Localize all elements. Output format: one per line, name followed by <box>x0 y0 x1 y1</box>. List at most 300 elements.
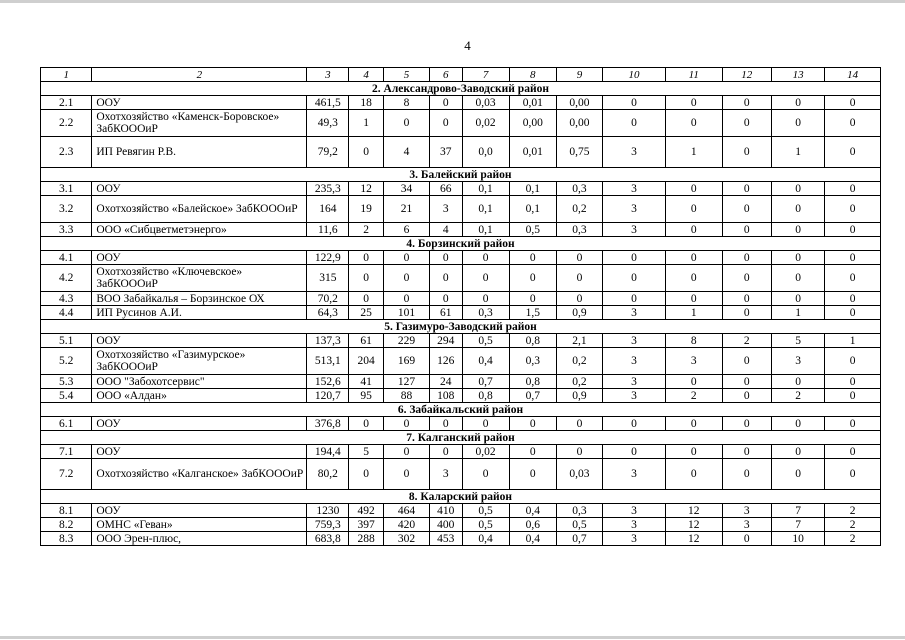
table-cell: 66 <box>430 182 463 196</box>
table-cell: 464 <box>383 504 429 518</box>
table-cell: 127 <box>383 375 429 389</box>
table-cell: 3 <box>665 348 722 375</box>
table-cell: 0,00 <box>556 110 602 137</box>
table-cell: 204 <box>349 348 384 375</box>
row-number: 5.1 <box>41 334 92 348</box>
table-cell: 0 <box>771 223 824 237</box>
table-cell: 0 <box>771 417 824 431</box>
row-number: 7.1 <box>41 445 92 459</box>
table-cell: 0 <box>430 251 463 265</box>
table-cell: 2 <box>665 389 722 403</box>
organization-name: ИП Русинов А.И. <box>92 306 307 320</box>
table-cell: 397 <box>349 518 384 532</box>
row-number: 4.3 <box>41 292 92 306</box>
table-cell: 0 <box>509 445 556 459</box>
section-header-row <box>41 431 881 445</box>
table-cell: 400 <box>430 518 463 532</box>
row-number: 4.4 <box>41 306 92 320</box>
table-cell: 0 <box>722 417 771 431</box>
table-cell: 0,02 <box>462 445 509 459</box>
column-header: 3 <box>307 68 349 82</box>
table-cell: 0 <box>722 196 771 223</box>
table-cell: 152,6 <box>307 375 349 389</box>
table-row <box>41 306 881 320</box>
table-cell: 0,2 <box>556 375 602 389</box>
table-cell: 0 <box>665 110 722 137</box>
table-cell: 0 <box>825 196 881 223</box>
table-cell: 0 <box>603 265 666 292</box>
table-cell: 0 <box>722 306 771 320</box>
column-header: 4 <box>349 68 384 82</box>
table-cell: 0,1 <box>462 182 509 196</box>
table-cell: 0,3 <box>556 504 602 518</box>
table-cell: 0 <box>665 445 722 459</box>
table-cell: 2 <box>722 334 771 348</box>
table-cell: 6 <box>383 223 429 237</box>
table-cell: 3 <box>603 223 666 237</box>
table-row <box>41 96 881 110</box>
page-number: 4 <box>464 38 471 53</box>
table-cell: 0 <box>462 459 509 490</box>
table-cell: 3 <box>722 518 771 532</box>
table-cell: 0 <box>825 96 881 110</box>
table-cell: 0,8 <box>509 334 556 348</box>
column-header: 1 <box>41 68 92 82</box>
section-header-row <box>41 168 881 182</box>
table-cell: 194,4 <box>307 445 349 459</box>
table-cell: 0 <box>430 110 463 137</box>
table-cell: 18 <box>349 96 384 110</box>
table-cell: 61 <box>430 306 463 320</box>
table-cell: 0,5 <box>462 334 509 348</box>
table-cell: 0 <box>509 417 556 431</box>
table-cell: 3 <box>603 389 666 403</box>
organization-name: ООО «Алдан» <box>92 389 307 403</box>
table-cell: 2,1 <box>556 334 602 348</box>
table-cell: 0 <box>556 417 602 431</box>
table-cell: 0 <box>722 389 771 403</box>
table-cell: 376,8 <box>307 417 349 431</box>
table-cell: 25 <box>349 306 384 320</box>
table-cell: 0 <box>349 292 384 306</box>
table-cell: 0 <box>722 348 771 375</box>
table-cell: 24 <box>430 375 463 389</box>
table-cell: 0,00 <box>509 110 556 137</box>
table-cell: 101 <box>383 306 429 320</box>
table-cell: 0 <box>825 389 881 403</box>
column-header: 2 <box>92 68 307 82</box>
table-cell: 0 <box>430 417 463 431</box>
table-cell: 37 <box>430 137 463 168</box>
organization-name: ООУ <box>92 334 307 348</box>
organization-name: ООО Эрен-плюс, <box>92 532 307 546</box>
table-cell: 0,9 <box>556 306 602 320</box>
row-number: 3.1 <box>41 182 92 196</box>
table-cell: 3 <box>603 306 666 320</box>
table-cell: 2 <box>771 389 824 403</box>
district-title: 8. Каларский район <box>41 490 881 504</box>
table-cell: 315 <box>307 265 349 292</box>
table-cell: 3 <box>603 518 666 532</box>
table-row <box>41 348 881 375</box>
table-cell: 0,7 <box>509 389 556 403</box>
table-cell: 0,03 <box>462 96 509 110</box>
organization-name: ООУ <box>92 504 307 518</box>
organization-name: ООУ <box>92 96 307 110</box>
table-cell: 0 <box>430 265 463 292</box>
table-cell: 0 <box>825 459 881 490</box>
table-cell: 7 <box>771 504 824 518</box>
table-cell: 0,5 <box>556 518 602 532</box>
table-cell: 0,2 <box>556 348 602 375</box>
table-cell: 12 <box>665 504 722 518</box>
table-cell: 0 <box>771 182 824 196</box>
table-cell: 0,01 <box>509 137 556 168</box>
column-header: 6 <box>430 68 463 82</box>
table-cell: 0 <box>771 251 824 265</box>
table-cell: 0 <box>665 375 722 389</box>
column-header: 9 <box>556 68 602 82</box>
table-cell: 0 <box>771 445 824 459</box>
table-cell: 0 <box>665 417 722 431</box>
table-cell: 0 <box>825 292 881 306</box>
table-cell: 3 <box>603 532 666 546</box>
table-cell: 7 <box>771 518 824 532</box>
column-header: 5 <box>383 68 429 82</box>
section-header-row <box>41 82 881 96</box>
table-cell: 0 <box>722 292 771 306</box>
table-row <box>41 265 881 292</box>
table-cell: 0 <box>665 292 722 306</box>
table-row <box>41 532 881 546</box>
district-title: 2. Александрово-Заводский район <box>41 82 881 96</box>
table-cell: 0 <box>825 417 881 431</box>
table-cell: 0 <box>722 251 771 265</box>
table-cell: 0 <box>722 265 771 292</box>
table-cell: 0 <box>665 459 722 490</box>
table-cell: 164 <box>307 196 349 223</box>
table-cell: 0 <box>722 459 771 490</box>
table-cell: 126 <box>430 348 463 375</box>
table-cell: 0 <box>603 292 666 306</box>
row-number: 6.1 <box>41 417 92 431</box>
table-cell: 3 <box>603 348 666 375</box>
table-cell: 19 <box>349 196 384 223</box>
column-header: 12 <box>722 68 771 82</box>
table-cell: 2 <box>825 532 881 546</box>
table-cell: 0 <box>665 223 722 237</box>
table-cell: 1 <box>825 334 881 348</box>
table-cell: 420 <box>383 518 429 532</box>
column-header-row <box>41 68 881 82</box>
table-cell: 1230 <box>307 504 349 518</box>
organization-name: ООО «Сибцветметэнерго» <box>92 223 307 237</box>
table-cell: 108 <box>430 389 463 403</box>
table-cell: 3 <box>603 137 666 168</box>
table-row <box>41 334 881 348</box>
row-number: 3.2 <box>41 196 92 223</box>
column-header: 7 <box>462 68 509 82</box>
table-cell: 3 <box>722 504 771 518</box>
row-number: 2.3 <box>41 137 92 168</box>
table-cell: 0,1 <box>509 182 556 196</box>
table-cell: 0,5 <box>462 504 509 518</box>
table-cell: 5 <box>771 334 824 348</box>
table-cell: 492 <box>349 504 384 518</box>
table-cell: 3 <box>603 182 666 196</box>
table-cell: 3 <box>603 196 666 223</box>
table-cell: 1 <box>771 137 824 168</box>
row-number: 4.1 <box>41 251 92 265</box>
hunting-data-table <box>40 67 881 546</box>
table-cell: 0,3 <box>556 182 602 196</box>
table-cell: 0 <box>603 96 666 110</box>
table-row <box>41 196 881 223</box>
row-number: 5.4 <box>41 389 92 403</box>
table-cell: 1 <box>349 110 384 137</box>
table-cell: 34 <box>383 182 429 196</box>
table-cell: 0 <box>771 292 824 306</box>
table-cell: 0,5 <box>509 223 556 237</box>
table-row <box>41 375 881 389</box>
table-cell: 3 <box>603 504 666 518</box>
table-cell: 0 <box>383 251 429 265</box>
table-cell: 0 <box>825 265 881 292</box>
top-border-line <box>0 0 905 3</box>
row-number: 8.3 <box>41 532 92 546</box>
table-cell: 0 <box>383 292 429 306</box>
table-cell: 0,3 <box>462 306 509 320</box>
table-cell: 0 <box>509 251 556 265</box>
organization-name: Охотхозяйство «Калганское» ЗабКОООиР <box>92 459 307 490</box>
table-cell: 0 <box>722 375 771 389</box>
table-cell: 513,1 <box>307 348 349 375</box>
table-cell: 0 <box>825 375 881 389</box>
table-cell: 0,4 <box>509 504 556 518</box>
table-cell: 49,3 <box>307 110 349 137</box>
table-cell: 0,7 <box>462 375 509 389</box>
table-cell: 41 <box>349 375 384 389</box>
table-cell: 0 <box>383 417 429 431</box>
table-cell: 302 <box>383 532 429 546</box>
table-cell: 0,03 <box>556 459 602 490</box>
table-cell: 0,5 <box>462 518 509 532</box>
table-cell: 12 <box>665 518 722 532</box>
table-cell: 1 <box>771 306 824 320</box>
table-cell: 61 <box>349 334 384 348</box>
table-cell: 453 <box>430 532 463 546</box>
table-cell: 0,9 <box>556 389 602 403</box>
table-cell: 0 <box>825 306 881 320</box>
table-cell: 70,2 <box>307 292 349 306</box>
table-cell: 0,8 <box>509 375 556 389</box>
table-row <box>41 182 881 196</box>
table-cell: 5 <box>349 445 384 459</box>
row-number: 2.2 <box>41 110 92 137</box>
table-cell: 0 <box>556 265 602 292</box>
table-cell: 0 <box>722 110 771 137</box>
table-cell: 0 <box>383 445 429 459</box>
table-cell: 0 <box>349 265 384 292</box>
table-cell: 0,2 <box>556 196 602 223</box>
section-header-row <box>41 237 881 251</box>
row-number: 8.1 <box>41 504 92 518</box>
table-cell: 0,00 <box>556 96 602 110</box>
table-cell: 0 <box>771 96 824 110</box>
table-cell: 0,01 <box>509 96 556 110</box>
table-cell: 0,7 <box>556 532 602 546</box>
bottom-border-line <box>0 636 905 639</box>
table-cell: 0,0 <box>462 137 509 168</box>
table-cell: 120,7 <box>307 389 349 403</box>
district-title: 7. Калганский район <box>41 431 881 445</box>
table-cell: 0 <box>825 182 881 196</box>
table-cell: 1 <box>665 137 722 168</box>
table-cell: 137,3 <box>307 334 349 348</box>
table-cell: 0 <box>722 223 771 237</box>
table-cell: 0,6 <box>509 518 556 532</box>
table-cell: 0 <box>383 265 429 292</box>
table-cell: 0,3 <box>556 223 602 237</box>
table-cell: 4 <box>383 137 429 168</box>
table-cell: 0 <box>825 348 881 375</box>
table-cell: 8 <box>665 334 722 348</box>
organization-name: Охотхозяйство «Ключевское» ЗабКОООиР <box>92 265 307 292</box>
table-row <box>41 445 881 459</box>
organization-name: ООУ <box>92 182 307 196</box>
table-cell: 0 <box>825 445 881 459</box>
table-cell: 0 <box>771 265 824 292</box>
organization-name: Охотхозяйство «Каменск-Боровское» ЗабКОООиР <box>92 110 307 137</box>
table-cell: 0 <box>665 251 722 265</box>
section-header-row <box>41 403 881 417</box>
table-cell: 0 <box>430 96 463 110</box>
row-number: 7.2 <box>41 459 92 490</box>
table-cell: 0 <box>722 182 771 196</box>
table-cell: 0 <box>825 110 881 137</box>
table-cell: 4 <box>430 223 463 237</box>
district-title: 5. Газимуро-Заводский район <box>41 320 881 334</box>
district-title: 4. Борзинский район <box>41 237 881 251</box>
table-row <box>41 504 881 518</box>
table-cell: 229 <box>383 334 429 348</box>
district-title: 3. Балейский район <box>41 168 881 182</box>
table-cell: 0 <box>771 375 824 389</box>
organization-name: Охотхозяйство «Газимурское» ЗабКОООиР <box>92 348 307 375</box>
table-cell: 8 <box>383 96 429 110</box>
table-cell: 0 <box>771 110 824 137</box>
table-cell: 0 <box>462 265 509 292</box>
table-cell: 3 <box>430 459 463 490</box>
table-cell: 461,5 <box>307 96 349 110</box>
table-cell: 0,4 <box>462 348 509 375</box>
organization-name: ОМНС «Геван» <box>92 518 307 532</box>
table-cell: 0 <box>430 292 463 306</box>
table-row <box>41 292 881 306</box>
table-cell: 0 <box>462 251 509 265</box>
section-header-row <box>41 320 881 334</box>
table-cell: 3 <box>771 348 824 375</box>
table-cell: 2 <box>825 518 881 532</box>
table-cell: 1 <box>665 306 722 320</box>
table-cell: 288 <box>349 532 384 546</box>
column-header: 14 <box>825 68 881 82</box>
row-number: 2.1 <box>41 96 92 110</box>
table-cell: 0 <box>462 292 509 306</box>
table-cell: 0,3 <box>509 348 556 375</box>
district-title: 6. Забайкальский район <box>41 403 881 417</box>
column-header: 13 <box>771 68 824 82</box>
table-cell: 79,2 <box>307 137 349 168</box>
table-cell: 0 <box>349 459 384 490</box>
table-cell: 0 <box>349 417 384 431</box>
table-row <box>41 417 881 431</box>
row-number: 4.2 <box>41 265 92 292</box>
table-cell: 3 <box>603 459 666 490</box>
table-cell: 0 <box>825 137 881 168</box>
table-cell: 0 <box>665 196 722 223</box>
table-cell: 169 <box>383 348 429 375</box>
organization-name: ООУ <box>92 445 307 459</box>
table-cell: 0 <box>665 96 722 110</box>
table-cell: 0 <box>771 459 824 490</box>
table-cell: 12 <box>665 532 722 546</box>
table-cell: 2 <box>349 223 384 237</box>
table-cell: 0 <box>509 265 556 292</box>
table-cell: 759,3 <box>307 518 349 532</box>
table-cell: 0 <box>603 110 666 137</box>
table-cell: 0 <box>509 292 556 306</box>
table-cell: 12 <box>349 182 384 196</box>
table-row <box>41 389 881 403</box>
table-cell: 21 <box>383 196 429 223</box>
table-cell: 0 <box>462 417 509 431</box>
table-cell: 0 <box>603 417 666 431</box>
table-cell: 235,3 <box>307 182 349 196</box>
table-row <box>41 459 881 490</box>
table-cell: 0 <box>430 445 463 459</box>
organization-name: ИП Ревягин Р.В. <box>92 137 307 168</box>
table-cell: 122,9 <box>307 251 349 265</box>
table-cell: 3 <box>603 375 666 389</box>
row-number: 8.2 <box>41 518 92 532</box>
table-row <box>41 223 881 237</box>
table-cell: 683,8 <box>307 532 349 546</box>
row-number: 5.3 <box>41 375 92 389</box>
table-cell: 0 <box>556 251 602 265</box>
organization-name: ООУ <box>92 251 307 265</box>
table-cell: 0 <box>556 445 602 459</box>
column-header: 10 <box>603 68 666 82</box>
table-cell: 0 <box>665 182 722 196</box>
row-number: 5.2 <box>41 348 92 375</box>
table-cell: 0 <box>722 532 771 546</box>
table-cell: 64,3 <box>307 306 349 320</box>
table-cell: 0 <box>665 265 722 292</box>
table-cell: 0 <box>509 459 556 490</box>
table-cell: 2 <box>825 504 881 518</box>
table-cell: 0 <box>349 137 384 168</box>
table-cell: 0 <box>349 251 384 265</box>
table-cell: 3 <box>430 196 463 223</box>
table-cell: 0 <box>722 445 771 459</box>
table-cell: 0,1 <box>509 196 556 223</box>
table-cell: 88 <box>383 389 429 403</box>
table-cell: 0 <box>603 445 666 459</box>
table-cell: 0 <box>383 110 429 137</box>
column-header: 8 <box>509 68 556 82</box>
table-cell: 0 <box>556 292 602 306</box>
